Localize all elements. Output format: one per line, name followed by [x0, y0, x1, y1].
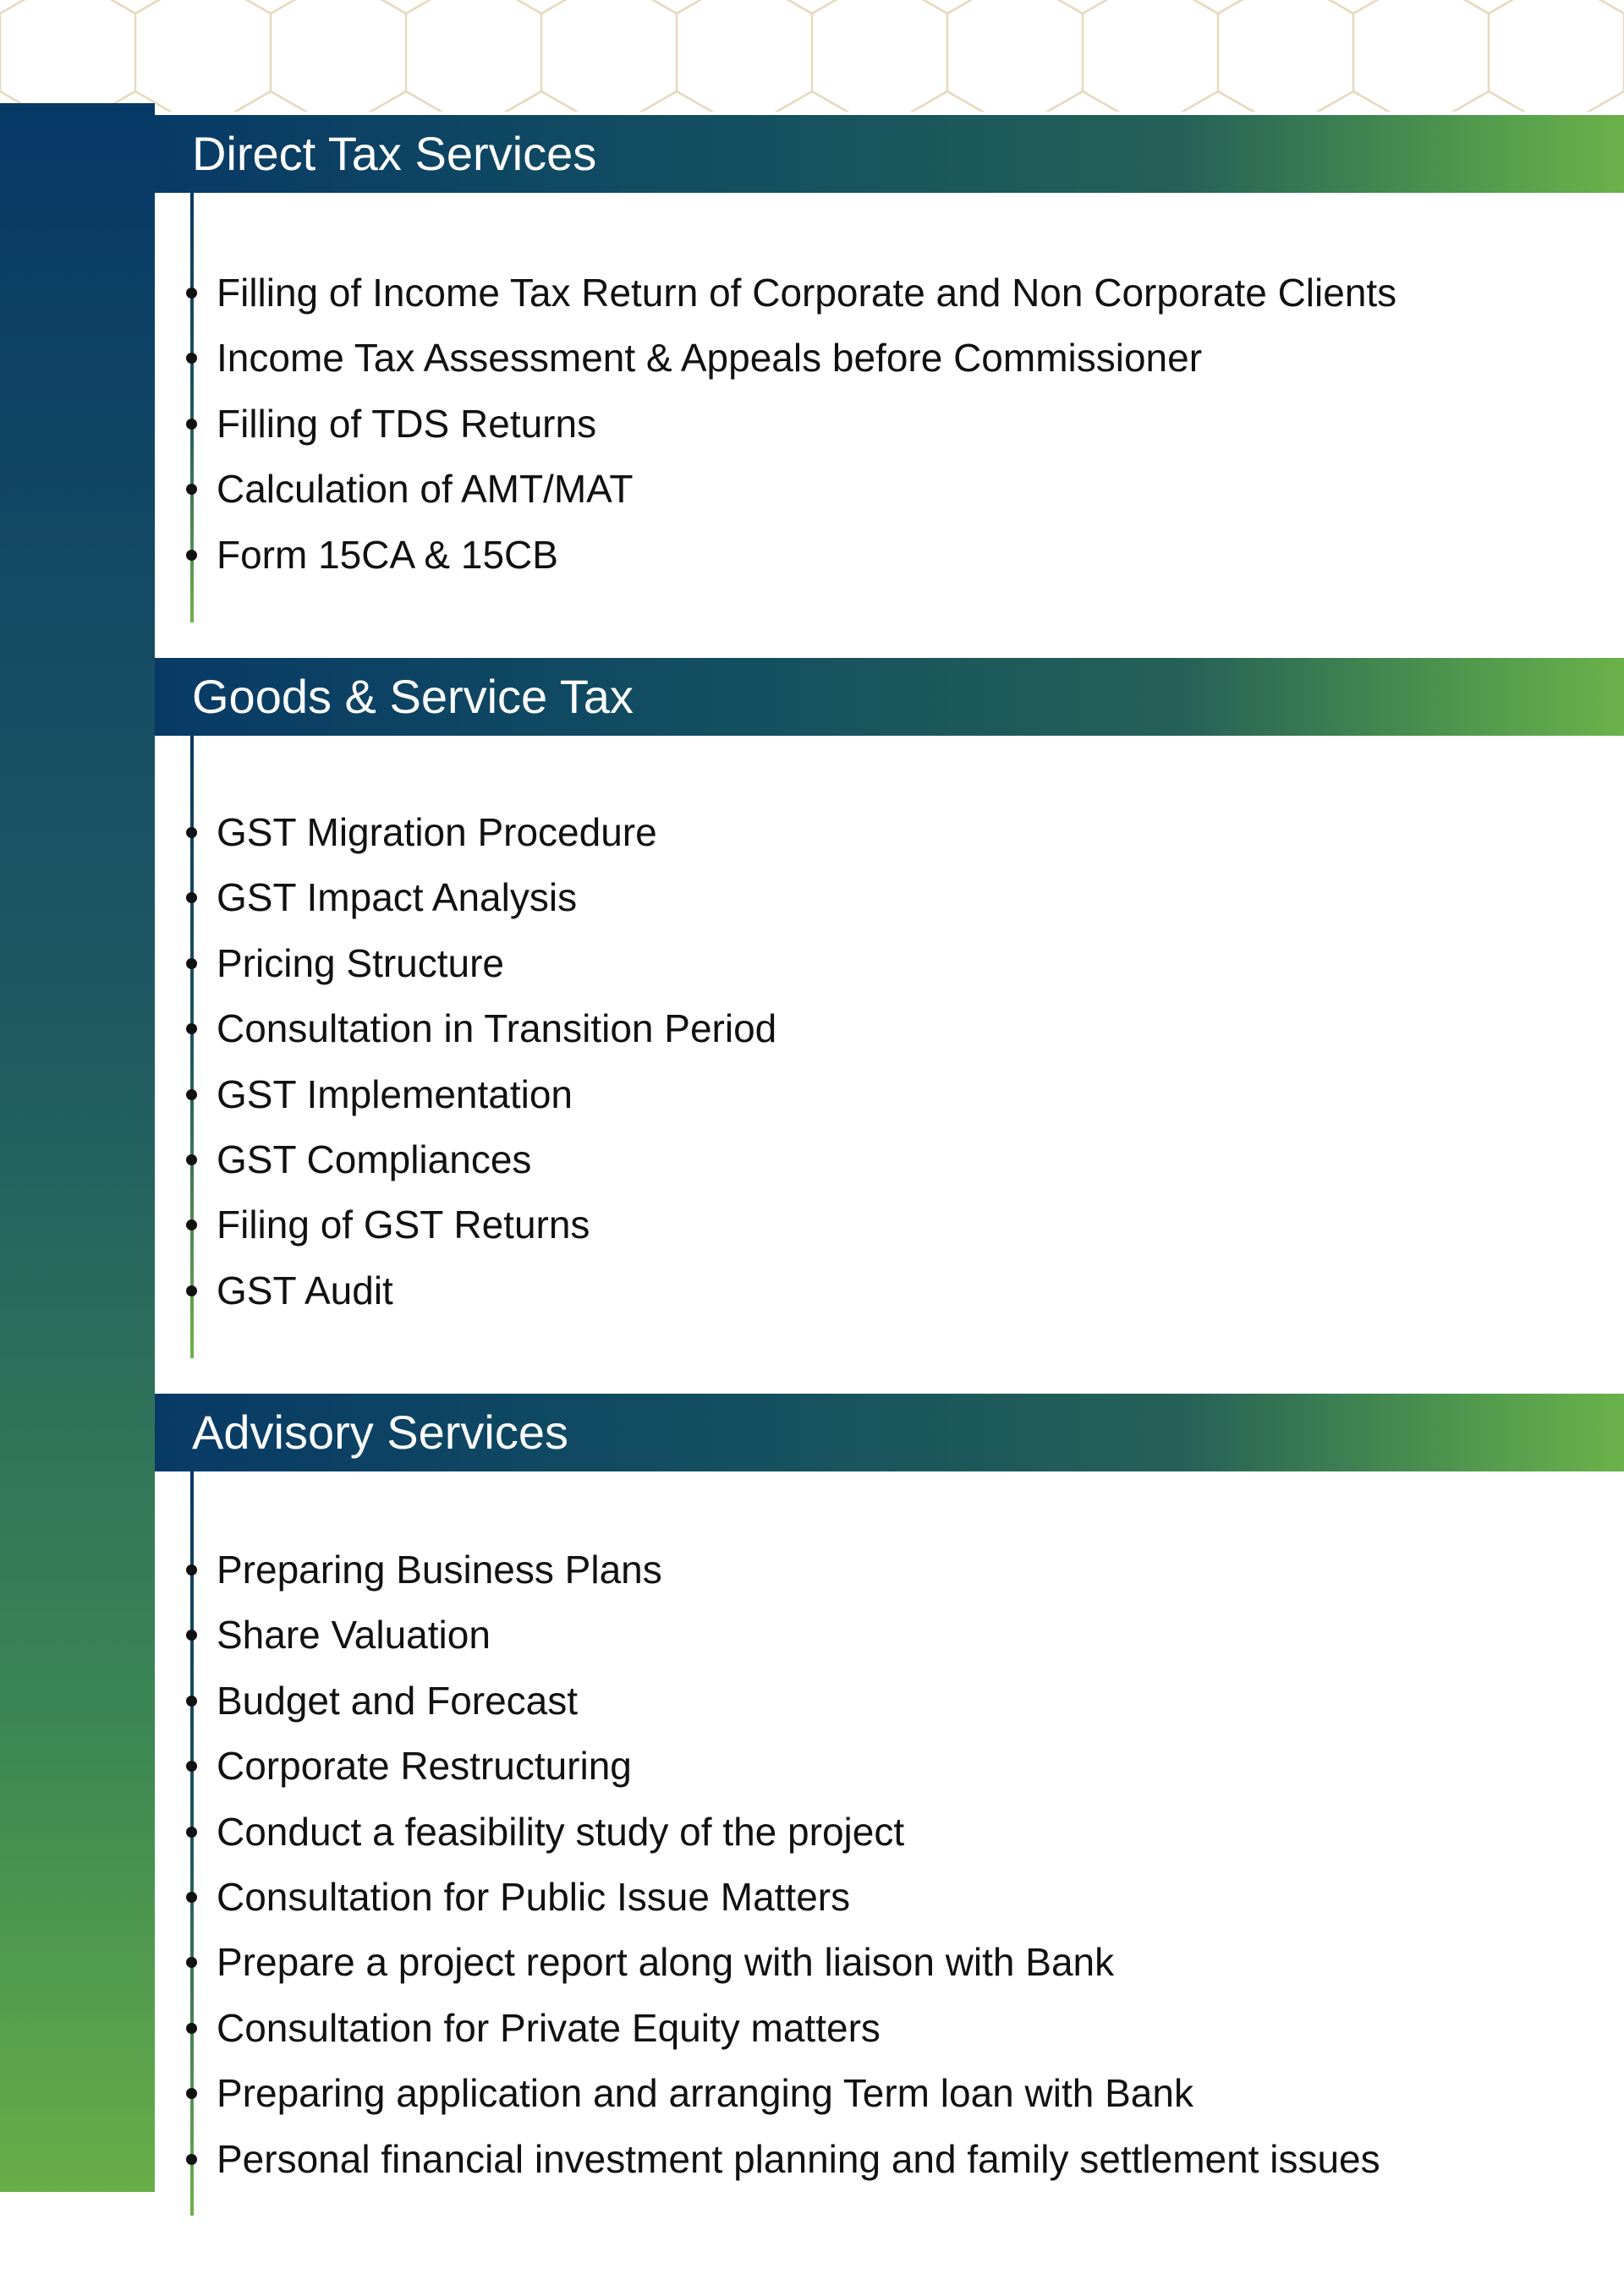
bullet-icon: [186, 1630, 197, 1641]
hexagon-pattern: [0, 0, 1624, 112]
list-item: [0, 1603, 1624, 1668]
list-item-text: Filling of Income Tax Return of Corporate and Non Corporate Clients: [217, 271, 1397, 315]
list-item-text: Corporate Restructuring: [217, 1744, 632, 1789]
list-item: [0, 523, 1624, 588]
bullet-icon: [186, 1285, 197, 1296]
bullet-icon: [186, 2088, 197, 2099]
section-header-gst: [155, 658, 1624, 736]
direct-tax-services-list: [0, 260, 1624, 588]
list-item-text: Preparing Business Plans: [217, 1548, 662, 1592]
section-title: Direct Tax Services: [192, 127, 597, 180]
list-item: [0, 260, 1624, 326]
list-item: [0, 1996, 1624, 2061]
list-item-text: GST Impact Analysis: [217, 875, 578, 920]
section-title: Advisory Services: [192, 1406, 569, 1459]
list-item: [0, 1537, 1624, 1603]
list-item: [0, 1127, 1624, 1192]
list-item: [0, 1865, 1624, 1930]
list-item: [0, 1800, 1624, 1865]
bullet-icon: [186, 1564, 197, 1575]
section-title: Goods & Service Tax: [192, 670, 634, 723]
list-item-text: GST Compliances: [217, 1137, 532, 1181]
list-item: [0, 2127, 1624, 2192]
bullet-icon: [186, 550, 197, 561]
bullet-icon: [186, 1827, 197, 1838]
list-item: [0, 326, 1624, 391]
bullet-icon: [186, 1761, 197, 1772]
bullet-icon: [186, 1696, 197, 1707]
list-item-text: Budget and Forecast: [217, 1678, 579, 1723]
bullet-icon: [186, 1892, 197, 1903]
list-item-text: Filing of GST Returns: [217, 1203, 590, 1247]
list-item: [0, 1669, 1624, 1734]
list-item: [0, 800, 1624, 865]
list-item: [0, 931, 1624, 996]
bullet-icon: [186, 1089, 197, 1100]
list-item: [0, 457, 1624, 522]
list-item-text: Pricing Structure: [217, 940, 505, 985]
list-item-text: Preparing application and arranging Term loan with Bank: [217, 2071, 1193, 2116]
bullet-icon: [186, 958, 197, 969]
list-item-text: Share Valuation: [217, 1613, 491, 1658]
list-item-text: Filling of TDS Returns: [217, 401, 597, 446]
bullet-icon: [186, 1219, 197, 1230]
section-header-direct-tax: [155, 115, 1624, 193]
list-item-text: GST Implementation: [217, 1071, 573, 1116]
list-item-text: GST Migration Procedure: [217, 810, 657, 854]
list-item-text: Consultation for Public Issue Matters: [217, 1874, 851, 1919]
list-item: [0, 1192, 1624, 1258]
list-item: [0, 1062, 1624, 1127]
bullet-icon: [186, 2023, 197, 2034]
list-item-text: Calculation of AMT/MAT: [217, 467, 634, 512]
list-item-text: Consultation for Private Equity matters: [217, 2005, 881, 2050]
list-item-text: Income Tax Assessment & Appeals before Commissioner: [217, 336, 1203, 381]
bullet-icon: [186, 288, 197, 299]
list-item: [0, 1734, 1624, 1799]
bullet-icon: [186, 892, 197, 903]
bullet-icon: [186, 353, 197, 364]
list-item: [0, 865, 1624, 930]
bullet-icon: [186, 484, 197, 495]
list-item-text: Form 15CA & 15CB: [217, 532, 558, 577]
advisory-services-list: [0, 1537, 1624, 2192]
list-item: [0, 2061, 1624, 2126]
bullet-icon: [186, 1154, 197, 1165]
list-item: [0, 392, 1624, 457]
bullet-icon: [186, 827, 197, 838]
gst-services-list: [0, 800, 1624, 1323]
list-item-text: Conduct a feasibility study of the project: [217, 1809, 905, 1854]
section-header-advisory: [155, 1394, 1624, 1471]
list-item: [0, 1930, 1624, 1995]
bullet-icon: [186, 1957, 197, 1968]
bullet-icon: [186, 2154, 197, 2165]
list-item-text: GST Audit: [217, 1268, 393, 1312]
list-item: [0, 1258, 1624, 1323]
list-item-text: Consultation in Transition Period: [217, 1006, 777, 1051]
bullet-icon: [186, 419, 197, 430]
bullet-icon: [186, 1023, 197, 1034]
list-item: [0, 996, 1624, 1061]
list-item-text: Prepare a project report along with liaison with Bank: [217, 1940, 1115, 1985]
list-item-text: Personal financial investment planning and family settlement issues: [217, 2136, 1380, 2181]
